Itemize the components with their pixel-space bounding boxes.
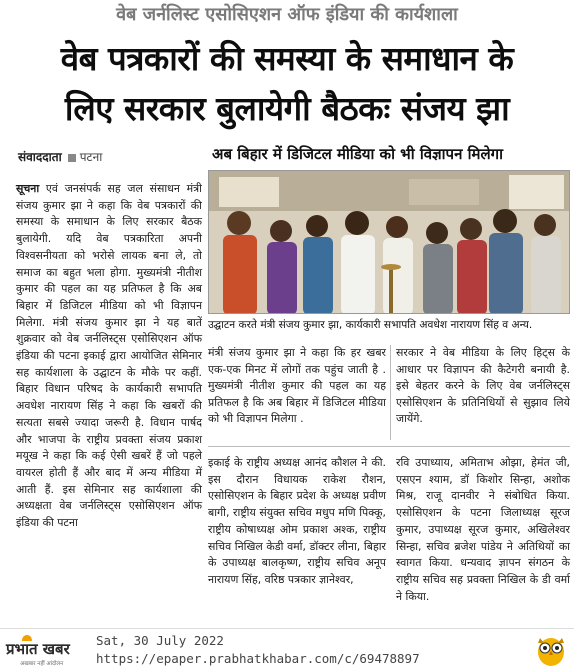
epaper-footer (0, 628, 574, 671)
byline-city: पटना (79, 150, 103, 164)
article-column-left (16, 181, 202, 532)
column-divider (390, 345, 391, 440)
event-photo (208, 170, 570, 314)
article-column-right: रवि उपाध्याय, अमिताभ ओझा, हेमंत जी, एसएन श्याम, डॉ किशोर सिन्हा, अशोक मिश्र, राजू दानवीर ने संबोधित किया. एसोसिएशन के पटना जिलाध्यक्ष सूरज कुमार, उपाध्यक्ष सूरज कुमार, अखिलेश्वर सिन्हा, सचिव ब्रजेश पांडेय ने अतिथियों का स्वागत किया. धन्यवाद ज्ञापन संगठन के राष्ट्रीय सचिव सह प्रवक्ता निखिल के डी वर्मा ने किया. (396, 456, 570, 603)
photo-caption: उद्घाटन करते मंत्री संजय कुमार झा, कार्यकारी सभापति अवधेश नारायण सिंह व अन्य. (208, 319, 533, 331)
section-kicker: वेब जर्नलिस्ट एसोसिएशन ऑफ इंडिया की कार्यशाला (116, 4, 458, 25)
quote-box-left: मंत्री संजय कुमार झा ने कहा कि हर खबर एक-एक मिनट में लोगों तक पहुंच जाती है . मुख्यमंत्री नीतीश कुमार की पहल का यह प्रतिफल है कि अब बिहार में डिजिटल मीडिया को भी विज्ञापन मिलेगा . (208, 346, 386, 425)
byline (18, 148, 102, 165)
page-headline (6, 34, 568, 134)
owl-mascot-icon (534, 633, 568, 667)
article-lead-word: सूचना (16, 182, 40, 195)
article-paragraph (16, 181, 202, 532)
photo-subhead: अब बिहार में डिजिटल मीडिया को भी विज्ञापन मिलेगा (212, 145, 503, 163)
section-divider (208, 446, 570, 447)
epaper-url-link[interactable]: https://epaper.prabhatkhabar.com/c/69478897 (96, 651, 420, 666)
article-text: एवं जनसंपर्क सह जल संसाधन मंत्री संजय कुमार झा ने कहा कि वेब पत्रकारों की समस्या के समाधान के लिए सरकार बैठक बुलायेगी. यदि वेब पत्रकारिता अपनी विश्वसनीयता को भरोसे लायक बना ले, तो समाज का बहुत भला होगा. मुख्यमंत्री नीतीश कुमार की पहल का यह प्रतिफल है कि अब बिहार में डिजिटल मीडिया को भी विज्ञापन मिलेगा. मंत्री संजय कुमार झा ने यह बातें शुक्रवार को वेब जर्नलिस्ट्स एसोसिएशन ऑफ इंडिया की पटना इकाई द्वारा आयोजित सेमिनार सह कार्यशाला के उद्घाटन के मौके पर कहीं. बिहार विधान परिषद के कार्यकारी सभापति अवधेश नारायण सिंह ने कहा कि खबरों की सत्यता सबसे ज्यादा जरूरी है. विधान पार्षद और भाजपा के राष्ट्रीय प्रवक्ता संजय प्रकाश मयूख ने कहा कि कई ऐसी खबरें हैं जो पहले वायरल होती हैं और बाद में अन्य मीडिया में आती हैं. इस सेमिनार सह कार्यशाला की अध्यक्षता वेब जर्नलिस्ट्स एसोसिएशन ऑफ इंडिया की पटना (16, 182, 202, 530)
article-column-middle: इकाई के राष्ट्रीय अध्यक्ष आनंद कौशल ने की. इस दौरान विधायक राकेश रौशन, एसोसिएशन के बिहार प्रदेश के अध्यक्ष प्रवीण बागी, राष्ट्रीय संयुक्त सचिव मधुप मणि पिक्कू, राष्ट्रीय कोषाध्यक्ष ओम प्रकाश अश्क, राष्ट्रीय सचिव निखिल केडी वर्मा, डॉक्टर लीना, बिहार के उपाध्यक्ष बालकृष्ण, राष्ट्रीय सचिव अनूप नारायण सिंह, वरिष्ठ पत्रकार ज्ञानेश्वर, (208, 456, 386, 586)
headline-line-2: लिए सरकार बुलायेगी बैठकः संजय झा (64, 89, 510, 128)
logo-tagline: अखबार नहीं आंदोलन (20, 661, 64, 667)
logo-text: प्रभात खबर (6, 640, 70, 658)
edition-date: Sat, 30 July 2022 (96, 633, 224, 648)
event-photo-illustration (209, 171, 570, 314)
prabhat-khabar-logo[interactable] (6, 635, 90, 667)
byline-reporter: संवाददाता (18, 150, 62, 164)
quote-box-right: सरकार ने वेब मीडिया के लिए हिट्स के आधार पर विज्ञापन की कैटेगरी बनायी है. इसे बेहतर करने के लिए वेब जर्नलिस्ट्स एसोसिएशन के प्रतिनिधियों से सुझाव लिये जायेंगे. (396, 346, 570, 425)
headline-line-1: वेब पत्रकारों की समस्या के समाधान के (60, 39, 514, 78)
byline-separator-icon (68, 154, 76, 162)
